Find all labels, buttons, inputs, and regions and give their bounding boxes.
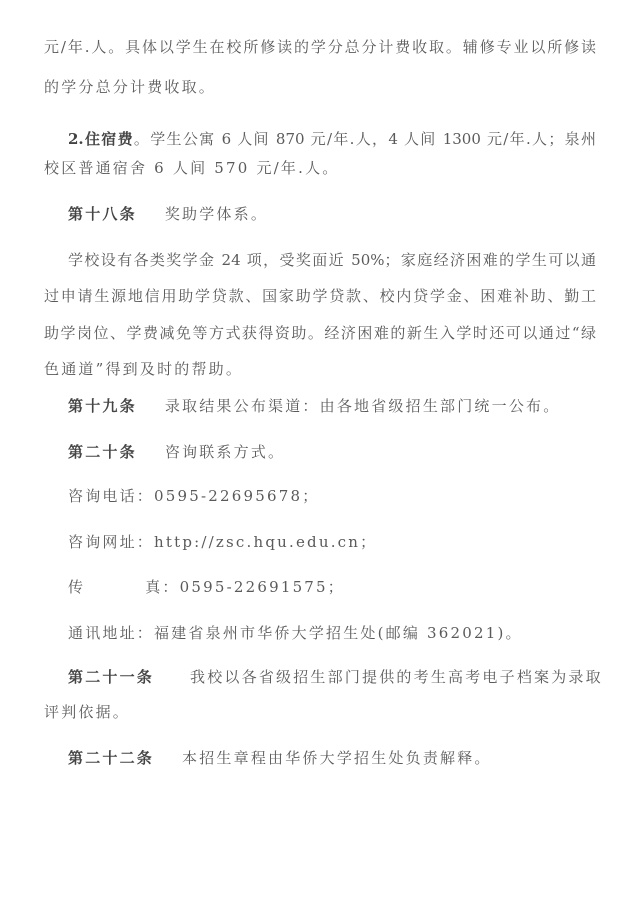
address-label: 通讯地址： [68,624,155,642]
contact-phone [68,486,596,506]
article-19 [68,396,596,416]
article-19-text: 录取结果公布渠道：由各地省级招生部门统一公布。 [164,397,561,415]
article-18-heading-line [68,204,596,224]
address-text: 福建省泉州市华侨大学招生处(邮编 362021)。 [154,624,523,642]
article-22 [68,748,596,768]
article-21-line-2: 评判依据。 [44,703,131,721]
fax-number: 0595-22691575； [179,578,345,596]
article-18-line-1: 学校设有各类奖学金 24 项，受奖面近 50%；家庭经济困难的学生可以通 [68,251,596,269]
phone-label: 咨询电话： [68,487,155,505]
accommodation-label: 2.住宿费 [68,130,134,148]
article-18-heading: 第十八条 [68,205,137,223]
article-18-title: 奖助学体系。 [164,205,269,223]
article-20-heading: 第二十条 [68,443,137,461]
article-18-line-3: 助学岗位、学费减免等方式获得资助。经济困难的新生入学时还可以通过“绿 [44,324,596,342]
article-22-heading: 第二十二条 [68,749,155,767]
article-21-line-1 [68,667,603,687]
article-21-text: 我校以各省级招生部门提供的考生高考电子档案为录取 [190,668,603,686]
fax-label-start: 传 [68,578,86,596]
accommodation-line-2: 校区普通宿舍 6 人间 570 元/年.人。 [44,159,340,177]
tuition-line-2: 的学分总分计费收取。 [44,78,217,96]
article-20-title: 咨询联系方式。 [164,443,286,461]
phone-number: 0595-22695678； [154,487,320,505]
accommodation-line-1 [68,129,596,149]
article-21-heading: 第二十一条 [68,668,155,686]
article-18-line-2: 过申请生源地信用助学贷款、国家助学贷款、校内贷学金、困难补助、勤工 [44,287,596,305]
website-url: http://zsc.hqu.edu.cn； [154,533,378,551]
tuition-line-1: 元/年.人。具体以学生在校所修读的学分总分计费收取。辅修专业以所修读 [44,38,596,56]
contact-fax [68,577,596,597]
accommodation-text: 。学生公寓 6 人间 870 元/年.人，4 人间 1300 元/年.人；泉州 [133,130,596,148]
article-20-heading-line [68,442,596,462]
article-18-line-4: 色通道”得到及时的帮助。 [44,360,244,378]
article-19-heading: 第十九条 [68,397,137,415]
contact-website [68,532,596,552]
fax-label-end: 真： [145,578,180,596]
article-22-text: 本招生章程由华侨大学招生处负责解释。 [182,749,492,767]
website-label: 咨询网址： [68,533,155,551]
contact-address [68,623,596,643]
